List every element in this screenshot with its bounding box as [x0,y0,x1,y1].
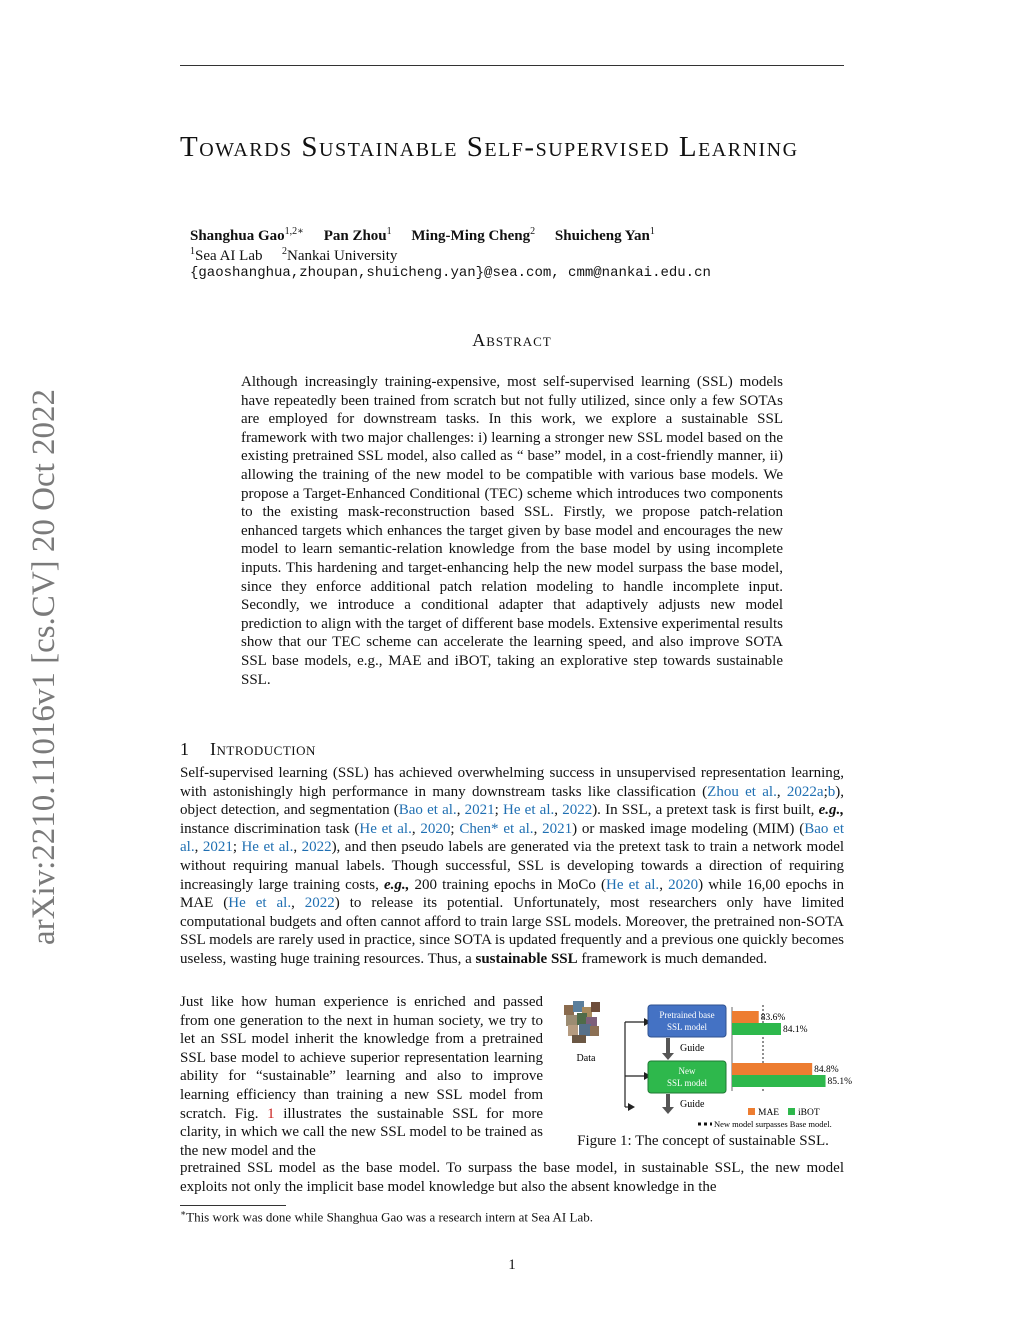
citation-link[interactable]: 2022 [562,802,593,819]
intro-paragraph-2: Just like how human experience is enriched and passed from one generation to the next in human society, we try to let an SSL model inherit the knowledge from a pretrained SSL base model to achieve superior representation learning ability for “sustainable” learning and also to improve learning efficiency than training a new SSL model from scratch. Fig. 1 illustrates the sustainable SSL for more clarity, in which we call the new SSL model to be trained as the new model and the [180,994,543,1159]
bar-mae-new [732,1063,812,1075]
affiliations [190,246,397,265]
affil-name: Sea AI Lab [195,248,263,264]
data-thumbnails [564,1001,600,1043]
citation-link[interactable]: 2021 [202,839,233,856]
citation-link[interactable]: He et al. [359,820,412,837]
bar-group [732,1011,852,1087]
top-rule [180,65,844,66]
footnote-rule [180,1205,286,1206]
section-number: 1 [180,739,190,759]
footnote-text: This work was done while Shanghua Gao was a research intern at Sea AI Lab. [186,1209,593,1225]
citation-link[interactable]: b [827,783,836,800]
citation-link[interactable]: Zhou et al. [707,783,777,800]
bar-value-label: 83.6% [760,1013,786,1023]
citation-link[interactable]: 2022a [786,783,824,800]
guide-label: Guide [680,1099,705,1110]
guide-arrow-head [662,1107,674,1114]
figure-ref-link[interactable]: 1 [267,1105,275,1122]
citation-link[interactable]: 2022 [301,839,332,856]
citation-link[interactable]: He et al. [228,895,292,912]
bar-value-label: 84.8% [814,1065,839,1075]
legend-label-ibot: iBOT [798,1108,820,1118]
figure-1 [560,995,853,1135]
base-box-label-line1: Pretrained base [659,1010,715,1020]
guide-label: Guide [680,1043,705,1054]
author-list [190,226,655,245]
citation-link[interactable]: Bao et al. [398,802,457,819]
bar-value-label: 85.1% [827,1077,853,1087]
abstract-text: Although increasingly training-expensive, most self-supervised learning (SSL) models have repeatedly been trained from scratch but not fully utilized, since only a few SOTAs are employed for downstream tasks. In this work, we explore a sustainable SSL framework with two major challenges: i) learning a stronger new SSL model based on the existing pretrained SSL model, also called as “ base” model, in a cost-friendly manner, ii) allowing the training of the new model to be compatible with various base models. We propose a Target-Enhanced Conditional (TEC) scheme which introduces two components to the existing mask-reconstruction based SSL. Firstly, we propose patch-relation enhanced targets which enhances the target given by base model and encourages the new model to learn semantic-relation knowledge from the base model by using incomplete inputs. This hardening and target-enhancing help the new model surpass the base model, since they enforce additional patch relation modeling to handle incomplete input. Secondly, we introduce a conditional adapter that adaptively adjusts new model prediction to align with the target of different base models. Extensive experimental results show that our TEC scheme can accelerate the learning speed, and also improve SOTA SSL base models, e.g., MAE and iBOT, taking an explorative step towards sustainable SSL. [241,374,783,688]
bar-value-label: 84.1% [783,1025,808,1035]
arrow-head [628,1103,635,1111]
legend-label-dashed: New model surpasses Base model. [714,1119,832,1129]
citation-link[interactable]: He et al. [502,802,555,819]
new-box-label-line2: SSL model [667,1078,707,1088]
author-affil-mark: 1 [386,226,392,237]
figure-caption: Figure 1: The concept of sustainable SSL. [577,1133,829,1149]
data-label: Data [576,1053,596,1064]
paper-title: Towards Sustainable Self-supervised Learning [180,131,799,163]
affil-name: Nankai University [286,248,398,264]
citation-link[interactable]: He et al. [241,839,294,856]
author-name: Ming-Ming Cheng [411,228,531,244]
author-affil-mark: 2 [530,226,536,237]
author-name: Shanghua Gao [190,228,285,244]
author-name: Pan Zhou [323,228,387,244]
bar-mae-base [732,1011,759,1023]
legend-swatch-mae [748,1108,755,1115]
citation-link[interactable]: 2020 [420,820,451,837]
citation-link[interactable]: 2022 [304,895,335,912]
citation-link[interactable]: 2021 [464,802,495,819]
citation-link[interactable]: 2020 [668,876,699,893]
base-box-label-line2: SSL model [667,1022,707,1032]
author-affil-mark: 1,2∗ [284,226,304,237]
legend-swatch-ibot [788,1108,795,1115]
footnote-mark: ∗ [180,1208,187,1218]
affil-mark: 2 [281,246,287,257]
abstract-heading: Abstract [472,330,552,350]
bar-ibot-base [732,1023,781,1035]
legend-label-mae: MAE [758,1108,780,1118]
intro-paragraph-2-continued: pretrained SSL model as the base model. To surpass the base model, in sustainable SSL, the new model exploits not only the implicit base model knowledge but also the absent knowledge in the [180,1160,844,1195]
section-title: Introduction [210,739,316,759]
author-name: Shuicheng Yan [554,228,650,244]
affil-mark: 1 [190,246,195,257]
page-number: 1 [508,1257,516,1273]
section-heading [180,739,316,760]
new-box-label-line1: New [678,1066,696,1076]
citation-link[interactable]: Bao et al. [180,820,845,856]
citation-link[interactable]: He et al. [606,876,660,893]
intro-paragraph-1: Self-supervised learning (SSL) has achieved overwhelming success in unsupervised representation learning, with astonishingly high performance in many downstream tasks like classification (Zhou et al., 2022a;b), object detection, and segmentation (Bao et al., 2021; He et al., 2022). In SSL, a pretext task is first built, e.g., instance discrimination task (He et al., 2020; Chen* et al., 2021) or masked image modeling (MIM) (Bao et al., 2021; He et al., 2022), and then pseudo labels are generated via the pretext task to train a network model without requiring manual labels. Though successful, SSL is developing towards a direction of requiring increasingly large training costs, e.g., 200 training epochs in MoCo (He et al., 2020) while 16,00 epochs in MAE (He et al., 2022) to release its potential. Unfortunately, most researchers only have limited computational budgets and often cannot afford to train large SSL models. Moreover, the pretrained non-SOTA SSL models are rarely used in practice, since SOTA is updated frequently and a previous one quickly becomes useless, wasting huge training resources. Thus, a sustainable SSL framework is much demanded. [180,765,845,967]
bar-ibot-new [732,1075,826,1087]
author-emails: {gaoshanghua,zhoupan,shuicheng.yan}@sea.com, cmm@nankai.edu.cn [190,265,711,281]
citation-link[interactable]: 2021 [542,820,573,837]
citation-link[interactable]: Chen* et al. [459,820,534,837]
footnote [180,1208,593,1225]
arxiv-sidebar-stamp: arXiv:2210.11016v1 [cs.CV] 20 Oct 2022 [26,388,62,945]
author-affil-mark: 1 [649,226,655,237]
guide-arrow-head [662,1053,674,1060]
